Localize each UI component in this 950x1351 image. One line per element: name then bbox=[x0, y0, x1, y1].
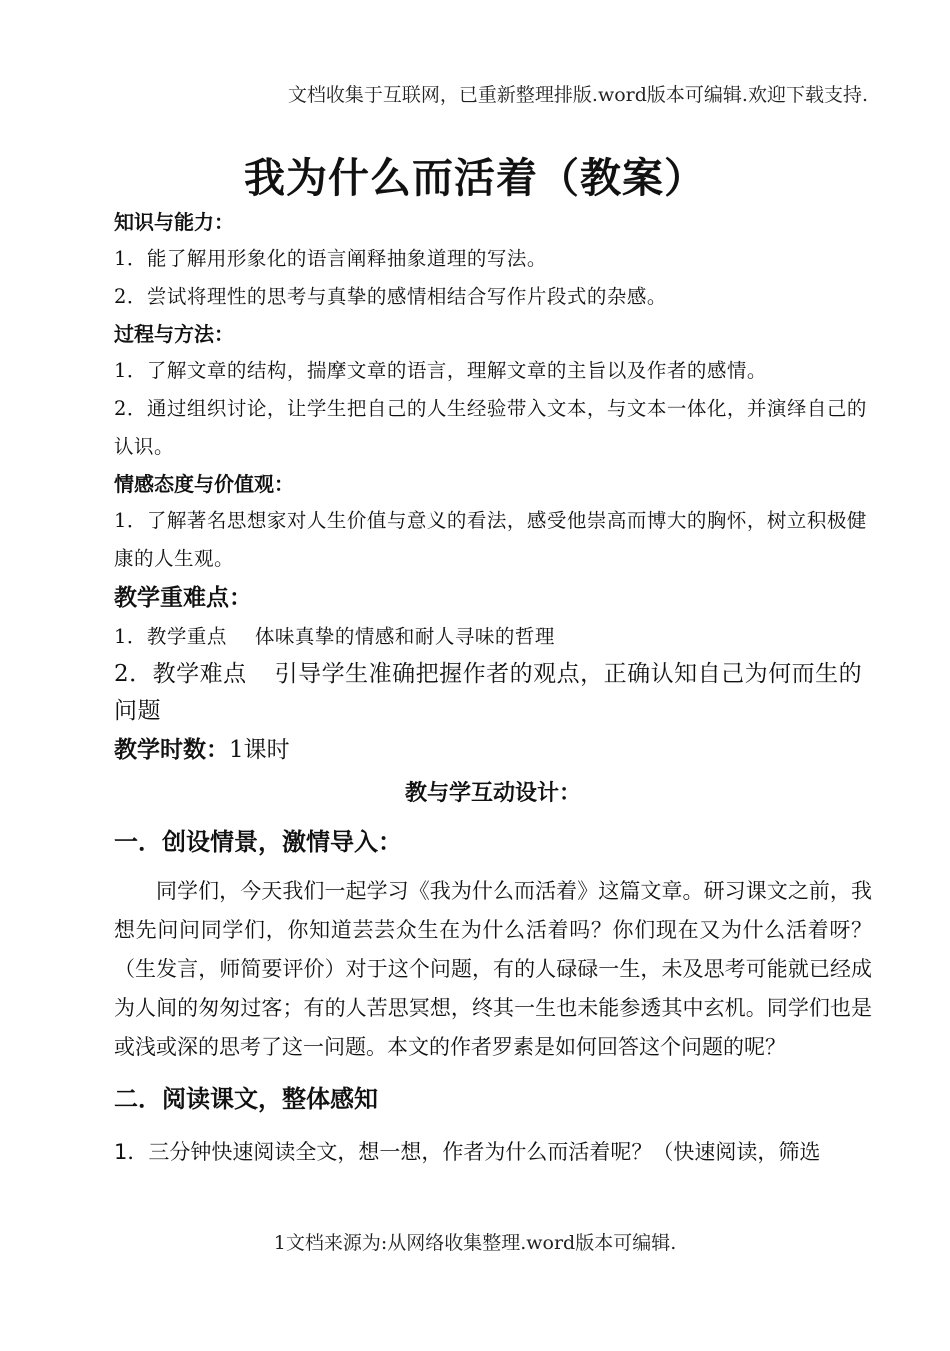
header-note: 文档收集于互联网，已重新整理排版.word版本可编辑.欢迎下载支持. bbox=[287, 84, 868, 106]
emotion-objectives-label: 情感态度与价值观： bbox=[114, 472, 294, 496]
document-body bbox=[114, 204, 872, 1172]
key-point-name: 1．教学重点 bbox=[114, 625, 227, 648]
teaching-hours-label: 教学时数： bbox=[114, 737, 229, 763]
process-objectives-label: 过程与方法： bbox=[114, 322, 234, 346]
stage-one-heading: 一．创设情景，激情导入： bbox=[114, 828, 402, 856]
process-objective-item: 2．通过组织讨论，让学生把自己的人生经验带入文本，与文本一体化，并演绎自己的认识。 bbox=[114, 397, 867, 458]
page-title: 我为什么而活着（教案） bbox=[244, 154, 706, 202]
knowledge-objectives-label: 知识与能力： bbox=[114, 210, 234, 234]
knowledge-objective-item: 1．能了解用形象化的语言阐释抽象道理的写法。 bbox=[114, 247, 547, 270]
stage-one-paragraph: 同学们，今天我们一起学习《我为什么而活着》这篇文章。研习课文之前，我想先问问同学们，你知道芸芸众生在为什么活着吗？你们现在又为什么活着呀？（生发言，师简要评价）对于这个问题，有的人碌碌一生，未及思考可能就已经成为人间的匆匆过客；有的人苦思冥想，终其一生也未能参透其中玄机。同学们也是或浅或深的思考了这一问题。本文的作者罗素是如何回答这个问题的呢？ bbox=[114, 879, 872, 1059]
teaching-hours-value: 1课时 bbox=[229, 737, 290, 763]
key-point-item bbox=[114, 618, 872, 656]
footer-note: 1文档来源为:从网络收集整理.word版本可编辑. bbox=[273, 1232, 677, 1254]
design-heading: 教与学互动设计： bbox=[404, 781, 581, 806]
process-objective-item: 1．了解文章的结构，揣摩文章的语言，理解文章的主旨以及作者的感情。 bbox=[114, 359, 767, 382]
key-point-text: 体味真挚的情感和耐人寻味的哲理 bbox=[254, 625, 555, 648]
stage-two-paragraph: 1．三分钟快速阅读全文，想一想，作者为什么而活着呢？（快速阅读，筛选 bbox=[114, 1140, 821, 1164]
key-points-label: 教学重难点： bbox=[114, 585, 252, 611]
difficulty-point-item bbox=[114, 656, 872, 730]
emotion-objective-item: 1．了解著名思想家对人生价值与意义的看法，感受他崇高而博大的胸怀，树立积极健康的人生观。 bbox=[114, 509, 867, 570]
difficulty-point-name: 2．教学难点 bbox=[114, 661, 247, 687]
knowledge-objective-item: 2．尝试将理性的思考与真挚的感情相结合写作片段式的杂感。 bbox=[114, 285, 667, 308]
stage-two-heading: 二．阅读课文，整体感知 bbox=[114, 1085, 378, 1113]
teaching-hours bbox=[114, 730, 872, 770]
difficulty-point-text: 引导学生准确把握作者的观点，正确认知自己为何而生的问题 bbox=[114, 661, 863, 724]
